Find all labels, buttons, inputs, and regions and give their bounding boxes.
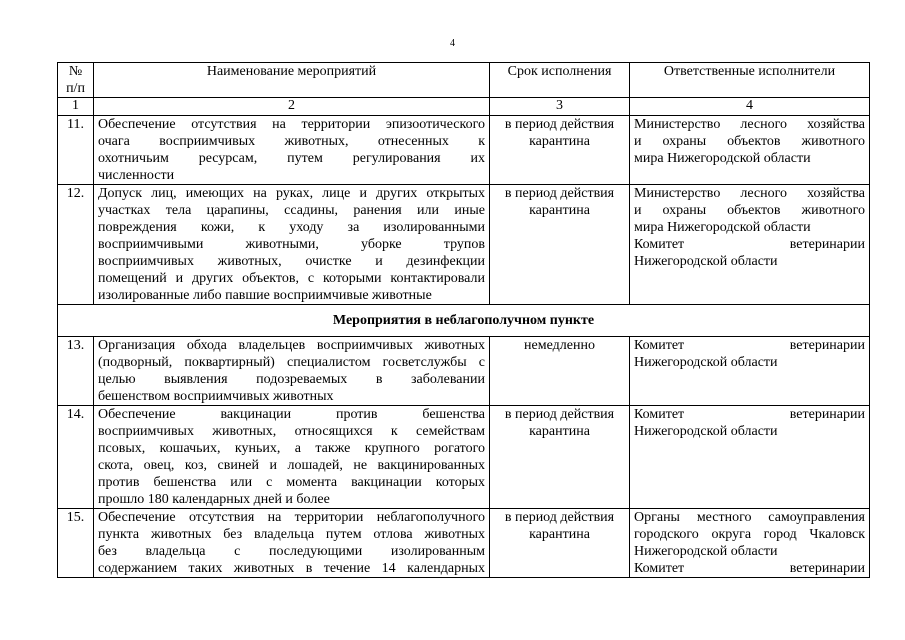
text-line: содержанием таких животных в течение 14 календарных	[98, 561, 485, 576]
measure-term	[490, 337, 630, 406]
text-line: в период действия	[504, 186, 615, 201]
measure-name	[94, 116, 490, 185]
text-line: городского округа город Чкаловск	[634, 527, 865, 542]
text-line: мира Нижегородской области	[634, 151, 811, 166]
measure-term	[490, 406, 630, 509]
text-line: против бешенства или с момента вакцинации которых	[98, 475, 485, 490]
measure-name	[94, 509, 490, 578]
text-line: Комитет ветеринарии	[634, 407, 865, 422]
text-line: и охраны объектов животного	[634, 203, 865, 218]
text-line: Нижегородской области	[634, 544, 778, 559]
header-name: Наименование мероприятий	[94, 63, 490, 98]
text-line: Обеспечение отсутствия на территории неблагополучного	[98, 510, 485, 525]
text-line: Организация обхода владельцев восприимчивых животных	[98, 338, 485, 353]
text-line: целью выявления подозреваемых в заболевании	[98, 372, 485, 387]
text-line: охотничьим ресурсам, путем регулирования их	[98, 151, 485, 166]
measure-name	[94, 406, 490, 509]
text-line: скота, овец, коз, свиней и лошадей, не вакцинированных	[98, 458, 485, 473]
header-num	[58, 63, 94, 98]
measure-term	[490, 509, 630, 578]
text-line: Нижегородской области	[634, 424, 778, 439]
text-line: Министерство лесного хозяйства	[634, 117, 865, 132]
table-row	[58, 185, 870, 305]
text-line: Органы местного самоуправления	[634, 510, 865, 525]
text-line: восприимчивых животных, очистке и дезинфекции	[98, 254, 485, 269]
row-number: 15.	[58, 509, 94, 578]
text-line: карантина	[529, 134, 590, 149]
text-line: карантина	[529, 424, 590, 439]
header-resp: Ответственные исполнители	[630, 63, 870, 98]
measure-responsible	[630, 509, 870, 578]
row-number: 14.	[58, 406, 94, 509]
text-line: Комитет ветеринарии	[634, 237, 865, 252]
text-line: в период действия	[504, 407, 615, 422]
section-title: Мероприятия в неблагополучном пункте	[58, 305, 870, 337]
measure-responsible	[630, 406, 870, 509]
text-line: Комитет ветеринарии	[634, 338, 865, 353]
measure-term	[490, 116, 630, 185]
header-num-label: № п/п	[66, 64, 85, 96]
text-line: прошло 180 календарных дней и более	[98, 492, 330, 507]
text-line: пункта животных без владельца путем отлова животных	[98, 527, 485, 542]
measure-name	[94, 185, 490, 305]
text-line: восприимчивых животных, относящихся к семействам	[98, 424, 485, 439]
text-line: псовых, кошачьих, куньих, а также крупного рогатого	[98, 441, 485, 456]
text-line: численности	[98, 168, 175, 183]
column-number: 4	[630, 98, 870, 116]
text-line: в период действия	[504, 510, 615, 525]
table-header-row	[58, 63, 870, 98]
text-line: в период действия	[504, 117, 615, 132]
table-row	[58, 509, 870, 578]
column-number: 2	[94, 98, 490, 116]
text-line: Обеспечение вакцинации против бешенства	[98, 407, 485, 422]
column-number-row	[58, 98, 870, 116]
table-row	[58, 406, 870, 509]
header-term: Срок исполнения	[490, 63, 630, 98]
text-line: немедленно	[524, 338, 595, 353]
text-line: Нижегородской области	[634, 254, 778, 269]
text-line: карантина	[529, 527, 590, 542]
text-line: Допуск лиц, имеющих на руках, лице и других открытых	[98, 186, 485, 201]
measures-table	[57, 62, 870, 578]
column-number: 1	[58, 98, 94, 116]
table-row	[58, 116, 870, 185]
row-number: 12.	[58, 185, 94, 305]
text-line: Комитет ветеринарии	[634, 561, 865, 576]
measure-responsible	[630, 337, 870, 406]
text-line: помещений и других объектов, с которыми контактировали	[98, 271, 485, 286]
text-line: мира Нижегородской области	[634, 220, 811, 235]
measure-responsible	[630, 116, 870, 185]
column-number: 3	[490, 98, 630, 116]
text-line: (подворный, поквартирный) специалистом госветслужбы с	[98, 355, 485, 370]
text-line: участках тела царапины, ссадины, ранения или иные	[98, 203, 485, 218]
text-line: бешенством восприимчивых животных	[98, 389, 334, 404]
text-line: повреждения кожи, к уходу за изолированными	[98, 220, 485, 235]
measure-responsible	[630, 185, 870, 305]
text-line: без владельца с последующими изолированным	[98, 544, 485, 559]
measure-name	[94, 337, 490, 406]
text-line: очага восприимчивых животных, отнесенных к	[98, 134, 485, 149]
text-line: изолированные либо павшие восприимчивые животные	[98, 288, 432, 303]
text-line: восприимчивыми животными, уборке трупов	[98, 237, 485, 252]
text-line: Обеспечение отсутствия на территории эпизоотического	[98, 117, 485, 132]
text-line: Министерство лесного хозяйства	[634, 186, 865, 201]
text-line: Нижегородской области	[634, 355, 778, 370]
table-row	[58, 337, 870, 406]
section-row	[58, 305, 870, 337]
page-number: 4	[450, 38, 455, 49]
measure-term	[490, 185, 630, 305]
row-number: 13.	[58, 337, 94, 406]
text-line: и охраны объектов животного	[634, 134, 865, 149]
row-number: 11.	[58, 116, 94, 185]
text-line: карантина	[529, 203, 590, 218]
